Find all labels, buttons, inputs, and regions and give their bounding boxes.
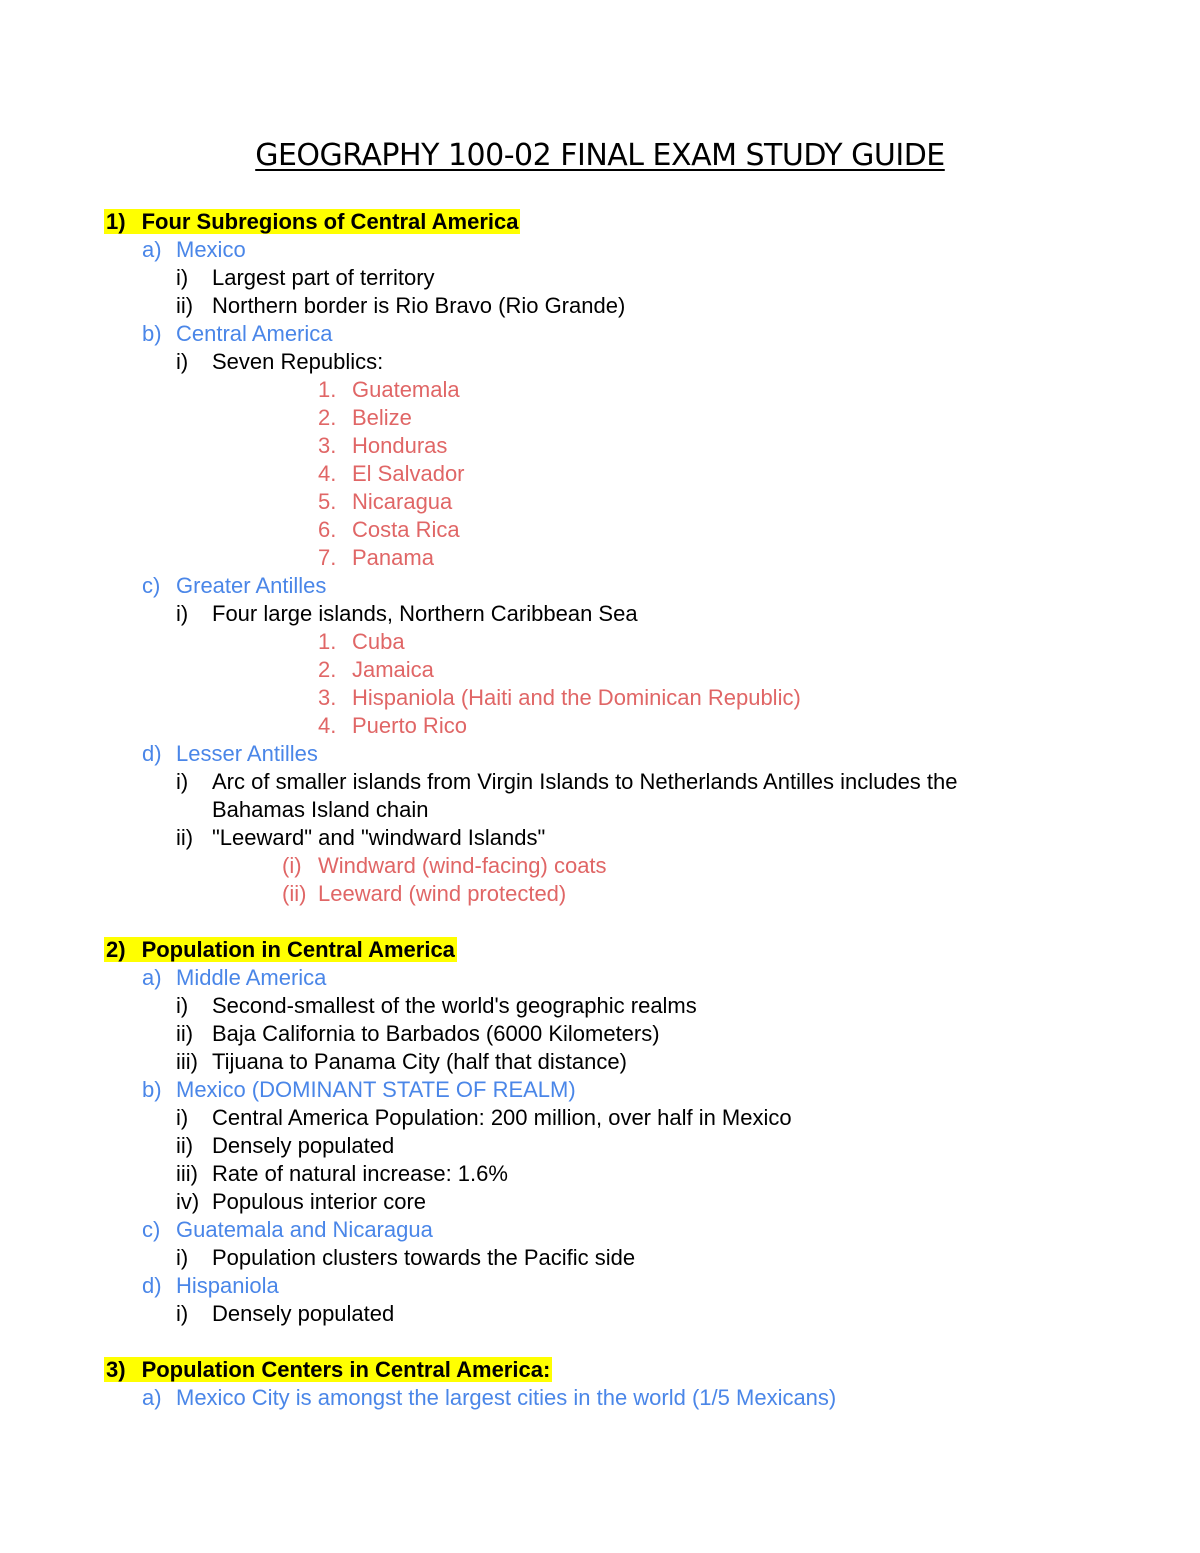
detail-item-marker: ii) [176,1133,194,1158]
country-list-item-marker: 2. [318,657,337,682]
detail-item-marker: i) [176,349,189,374]
section-title: Population in Central America [141,937,455,962]
country-list-item-marker: 3. [318,685,337,710]
detail-item-text: Central America Population: 200 million, over half in Mexico [212,1105,792,1130]
detail-item-marker: ii) [176,825,194,850]
detail-item-text: "Leeward" and "windward Islands" [212,825,546,850]
detail-item-text: Four large islands, Northern Caribbean Sea [212,601,638,626]
section-highlight [104,937,457,962]
country-list-item-marker: 5. [318,489,337,514]
detail-item-marker: i) [176,993,189,1018]
island-side-item-text: Windward (wind-facing) coats [318,853,607,878]
country-list-item-marker: 6. [318,517,337,542]
detail-item-text: Second-smallest of the world's geographic realms [212,993,697,1018]
subregion-item-text: Greater Antilles [176,573,327,598]
subregion-item-text: Central America [176,321,333,346]
detail-item-text: Baja California to Barbados (6000 Kilometers) [212,1021,660,1046]
section-highlight [104,1357,552,1382]
country-list-item-text: Guatemala [352,377,460,402]
country-list-item-marker: 4. [318,713,337,738]
detail-item-text: Population clusters towards the Pacific side [212,1245,636,1270]
country-list-item-marker: 1. [318,377,337,402]
detail-item-text: Arc of smaller islands from Virgin Islands to Netherlands Antilles includes the [212,769,958,794]
detail-item-text: Densely populated [212,1301,395,1326]
country-list-item-text: Jamaica [352,657,434,682]
country-list-item-marker: 1. [318,629,337,654]
country-list-item-text: Panama [352,545,434,570]
detail-item-marker: i) [176,1105,189,1130]
section-number: 1) [106,209,126,234]
subregion-item-marker: a) [142,965,162,990]
island-side-item-text: Leeward (wind protected) [318,881,567,906]
country-list-item-marker: 7. [318,545,337,570]
detail-item-text: Populous interior core [212,1189,427,1214]
section-highlight [104,209,520,234]
country-list-item-text: Costa Rica [352,517,460,542]
detail-item-marker: i) [176,769,189,794]
country-list-item-marker: 4. [318,461,337,486]
country-list-item-text: Honduras [352,433,448,458]
detail-item-text: Northern border is Rio Bravo (Rio Grande) [212,293,626,318]
detail-item-continuation: Bahamas Island chain [212,797,429,822]
country-list-item-text: El Salvador [352,461,465,486]
country-list-item-text: Hispaniola (Haiti and the Dominican Republic) [352,685,801,710]
detail-item-marker: i) [176,265,189,290]
subregion-item-text: Hispaniola [176,1273,279,1298]
subregion-item-marker: a) [142,237,162,262]
section-heading [104,1356,552,1384]
subregion-item-marker: d) [142,741,162,766]
subregion-item-text: Mexico City is amongst the largest cities in the world (1/5 Mexicans) [176,1385,837,1410]
subregion-item-text: Middle America [176,965,327,990]
detail-item-marker: iii) [176,1161,198,1186]
section-number: 2) [106,937,126,962]
country-list-item-marker: 3. [318,433,337,458]
subregion-item-text: Lesser Antilles [176,741,318,766]
detail-item-text: Tijuana to Panama City (half that distance) [212,1049,627,1074]
detail-item-marker: i) [176,601,189,626]
country-list-item-text: Puerto Rico [352,713,467,738]
detail-item-marker: iii) [176,1049,198,1074]
section-heading [104,936,457,964]
subregion-item-marker: c) [142,1217,161,1242]
subregion-item-marker: b) [142,321,162,346]
detail-item-marker: iv) [176,1189,200,1214]
subregion-item-marker: d) [142,1273,162,1298]
subregion-item-text: Mexico [176,237,246,262]
island-side-item-marker: (i) [282,853,302,878]
island-side-item-marker: (ii) [282,881,307,906]
detail-item-marker: i) [176,1245,189,1270]
section-heading [104,208,520,236]
detail-item-marker: ii) [176,1021,194,1046]
detail-item-text: Rate of natural increase: 1.6% [212,1161,508,1186]
subregion-item-marker: c) [142,573,161,598]
section-title: Population Centers in Central America: [141,1357,551,1382]
detail-item-marker: i) [176,1301,189,1326]
document-title: GEOGRAPHY 100-02 FINAL EXAM STUDY GUIDE [255,138,945,173]
subregion-item-text: Mexico (DOMINANT STATE OF REALM) [176,1077,576,1102]
subregion-item-marker: b) [142,1077,162,1102]
subregion-item-marker: a) [142,1385,162,1410]
country-list-item-text: Nicaragua [352,489,453,514]
country-list-item-marker: 2. [318,405,337,430]
detail-item-text: Largest part of territory [212,265,435,290]
section-number: 3) [106,1357,126,1382]
section-title: Four Subregions of Central America [141,209,519,234]
country-list-item-text: Cuba [352,629,405,654]
detail-item-text: Seven Republics: [212,349,384,374]
subregion-item-text: Guatemala and Nicaragua [176,1217,433,1242]
country-list-item-text: Belize [352,405,412,430]
detail-item-text: Densely populated [212,1133,395,1158]
detail-item-marker: ii) [176,293,194,318]
